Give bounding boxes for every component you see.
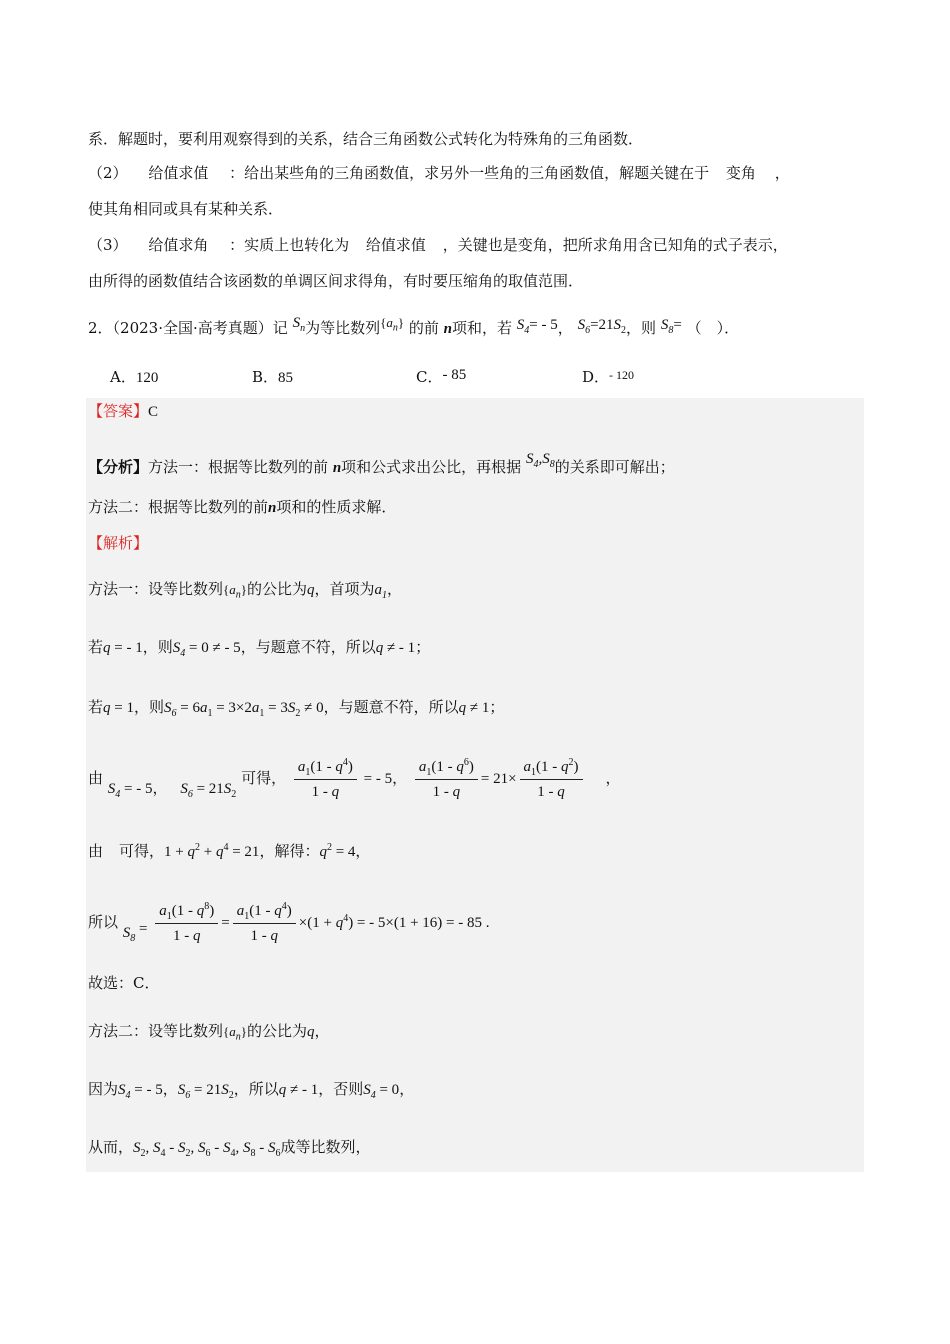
solution-line-9: 因为$S_4$ = - 5，$S_6 = 21S_2$，所以q ≠ - 1，否则$S_4 = 0$，	[88, 1080, 415, 1101]
analysis-label: 【分析】	[88, 458, 149, 476]
option-b[interactable]	[252, 366, 293, 387]
intro-text: ：实质上也转化为	[229, 236, 350, 254]
question-number: 2．	[88, 319, 113, 337]
n-var: n	[443, 321, 452, 337]
solution-text: 可得，	[119, 842, 165, 860]
solution-text: 可得，	[241, 769, 287, 787]
answer-value: C	[148, 404, 159, 420]
solution-text: ，与题意不符，所以	[323, 698, 459, 716]
term: 给值求值	[365, 236, 426, 254]
answer-label: 【答案】	[88, 402, 149, 420]
solution-text: 所以	[88, 913, 119, 931]
solution-text: 若	[88, 698, 104, 716]
item-number: （3）	[88, 236, 128, 254]
term: 给值求角	[148, 236, 209, 254]
intro-text: ，	[774, 164, 790, 182]
analysis-line-1: 【分析】方法一：根据等比数列的前 n项和公式求出公比，再根据 $S_4,S_8$的关系即可解出；	[88, 451, 675, 476]
solution-text: ，首项为	[314, 580, 375, 598]
solution-text: ，否则	[318, 1080, 364, 1098]
solution-text: ，	[314, 1022, 330, 1040]
solution-line-4: 由 $S_4$ = - 5， $S_6 = 21S_2$ 可得， $\frac{a_1(1 - q^4)}{1 - q}$ = - 5， $\frac{a_1(1 - q^6)}{1 - q}$ = 21× $\frac{a_1(1 - q^2)}{1 - q}$ ，	[88, 756, 621, 800]
solution-text: ，	[387, 580, 403, 598]
option-label: B．	[252, 368, 279, 386]
answer-line	[88, 400, 158, 423]
solution-text: ，	[355, 842, 371, 860]
option-value: - 120	[609, 368, 635, 382]
analysis-text: 方法二：根据等比数列的前	[88, 498, 269, 516]
question-2: 2．（2023·全国·高考真题）记 $S_n$为等比数列$\{a_n\}$ 的前 n项和，若 $S_4= - 5$， $S_6=21S_2$，则 $S_8=$ （ ）．	[88, 315, 740, 337]
solution-label: 【解析】	[88, 534, 149, 552]
solution-text: ；	[415, 638, 431, 656]
solution-text: 成等比数列，	[280, 1138, 371, 1156]
solution-text: 方法二：设等比数列	[88, 1022, 224, 1040]
intro-text: ，关键也是变角，把所求角用含已知角的式子表示，	[442, 236, 788, 254]
solution-text: ，	[152, 779, 168, 797]
solution-line-5: 由 可得，$1 + q^2 + q^4 = 21$，解得：$q^2 = 4$，	[88, 842, 371, 860]
solution-line-10: 从而，$S_2$, $S_4 - S_2$, $S_6 - S_4$, $S_8 - S_6$成等比数列，	[88, 1138, 371, 1159]
solution-text: 从而，	[88, 1138, 134, 1156]
option-value: 85	[278, 370, 294, 386]
s6-value: =21	[590, 317, 614, 333]
solution-line-3: 若q = 1，则$S_6 = 6a_1 = 3\times 2a_1 = 3S_2 \ne 0$，与题意不符，所以q ≠ 1；	[88, 698, 505, 719]
solution-text: ，所以	[233, 1080, 279, 1098]
solution-text: ；	[489, 698, 505, 716]
solution-text: ，	[399, 1080, 415, 1098]
solution-text: ，与题意不符，所以	[240, 638, 376, 656]
question-text: 的前	[408, 319, 439, 337]
question-source: （2023·全国·高考真题）	[112, 319, 273, 337]
analysis-text: 的关系即可解出；	[554, 458, 675, 476]
question-paren: （ ）．	[686, 319, 740, 337]
solution-text: 由	[88, 842, 104, 860]
term: 给值求值	[148, 164, 209, 182]
term: 变角	[725, 164, 756, 182]
option-d[interactable]	[582, 366, 634, 387]
item-number: （2）	[88, 164, 128, 182]
option-label: C．	[416, 368, 443, 386]
solution-text: 因为	[88, 1080, 119, 1098]
solution-text: 的公比为	[247, 580, 308, 598]
intro-line-4	[88, 234, 788, 256]
solution-text: 若	[88, 638, 104, 656]
solution-text: ，解得：	[259, 842, 320, 860]
solution-text: ，则	[142, 638, 173, 656]
intro-line-3: 使其角相同或具有某种关系．	[88, 200, 284, 218]
intro-line-1: 系．解题时，要利用观察得到的关系，结合三角函数公式转化为特殊角的三角函数．	[88, 130, 644, 148]
analysis-line-2: 方法二：根据等比数列的前n项和的性质求解．	[88, 498, 397, 516]
question-text: 为等比数列	[305, 319, 381, 337]
option-value: - 85	[442, 367, 467, 383]
intro-line-5: 由所得的函数值结合该函数的单调区间求得角，有时要压缩角的取值范围．	[88, 272, 584, 290]
option-value: 120	[135, 370, 159, 386]
option-label: A．	[110, 368, 136, 386]
question-text: 记	[272, 319, 288, 337]
s4-value: = - 5	[529, 317, 558, 333]
solution-line-6: 所以 $S_8$ = $\frac{a_1(1 - q^8)}{1 - q}$ = $\frac{a_1(1 - q^4)}{1 - q}$ $\times(1 + q^4)$ = - 5×(1 + 16) = - 85 .	[88, 900, 490, 944]
solution-line-8: 方法二：设等比数列$\{a_n\}$的公比为q，	[88, 1022, 330, 1043]
analysis-text: 方法一：根据等比数列的前	[148, 458, 329, 476]
option-a[interactable]	[110, 366, 158, 387]
solution-text: 由	[88, 769, 104, 787]
question-text: ，则	[626, 319, 657, 337]
solution-text: 的公比为	[247, 1022, 308, 1040]
intro-text: ：给出某些角的三角函数值，求另外一些角的三角函数值，解题关键在于	[229, 164, 710, 182]
intro-line-2	[88, 162, 790, 184]
solution-line-1: 方法一：设等比数列$\{a_n\}$的公比为q，首项为$a_1$，	[88, 580, 403, 601]
solution-line-2: 若q = - 1，则$S_4 = 0$ ≠ - 5，与题意不符，所以q ≠ - 1；	[88, 638, 431, 659]
solution-text: 方法一：设等比数列	[88, 580, 224, 598]
question-text: 项和，若	[452, 319, 513, 337]
option-label: D．	[582, 368, 610, 386]
s8-value: =	[673, 317, 682, 333]
option-c[interactable]	[416, 366, 466, 387]
solution-line-7: 故选：C．	[88, 974, 160, 992]
solution-text: ，则	[133, 698, 164, 716]
analysis-text: 项和的性质求解．	[276, 498, 397, 516]
question-text: ，	[557, 319, 573, 337]
analysis-text: 项和公式求出公比，再根据	[341, 458, 522, 476]
